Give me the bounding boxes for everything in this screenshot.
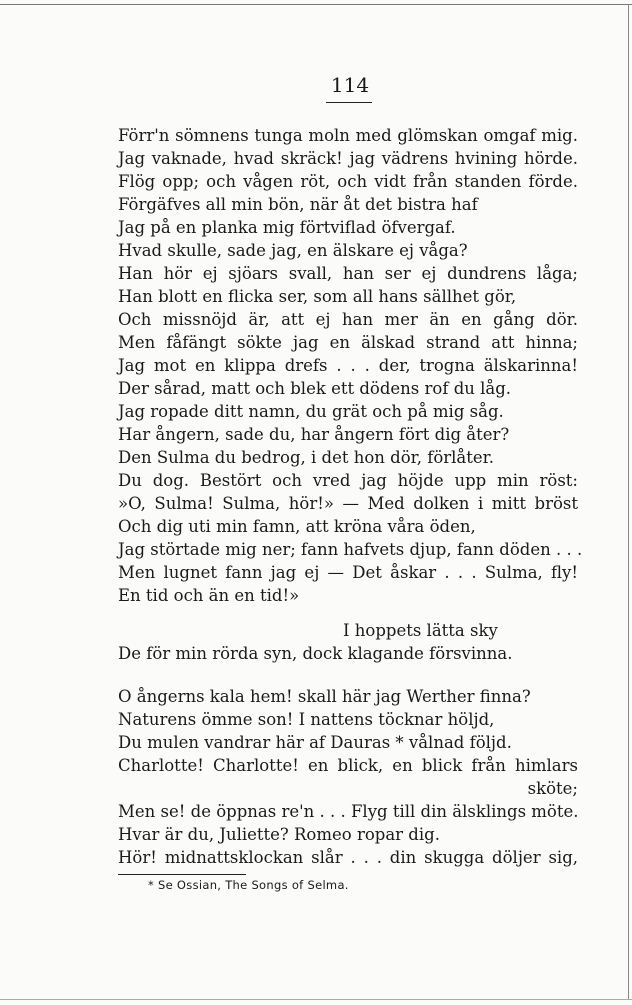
poem-line: Hvad skulle, sade jag, en älskare ej våga? <box>118 241 468 260</box>
poem-line: Och dig uti min famn, att kröna våra öden, <box>118 517 476 536</box>
poem-line: Du dog. Bestört och vred jag höjde upp min röst: <box>118 471 578 490</box>
poem-line: Han blott en flicka ser, som all hans sällhet gör, <box>118 287 517 306</box>
poem-line: »O, Sulma! Sulma, hör!» — Med dolken i mitt bröst <box>118 494 578 513</box>
poem-line: Charlotte! Charlotte! en blick, en blick från himlars <box>118 756 578 775</box>
page-top-edge <box>0 4 632 5</box>
poem-line: Och missnöjd är, att ej han mer än en gång dör. <box>118 310 578 329</box>
poem-line: De för min rörda syn, dock klagande försvinna. <box>118 644 513 663</box>
poem-line: Förr'n sömnens tunga moln med glömskan omgaf mig. <box>118 126 578 145</box>
poem-line-continuation: sköte; <box>527 779 578 798</box>
footnote: * Se Ossian, The Songs of Selma. <box>148 878 349 892</box>
poem-line: Der sårad, matt och blek ett dödens rof du låg. <box>118 379 512 398</box>
poem-line: Den Sulma du bedrog, i det hon dör, förlåter. <box>118 448 494 467</box>
poem-line: Jag på en planka mig förtviflad öfvergaf. <box>118 218 456 237</box>
poem-line: Förgäfves all min bön, när åt det bistra haf <box>118 195 478 214</box>
footnote-rule <box>118 874 246 875</box>
page-bottom-edge <box>0 999 632 1000</box>
poem-line: Flög opp; och vågen röt, och vidt från standen förde. <box>118 172 578 191</box>
page-number: 114 <box>330 73 370 97</box>
poem-line: Jag störtade mig ner; fann hafvets djup, fann döden . . . <box>118 540 583 559</box>
poem-line-indented: I hoppets lätta sky <box>343 621 498 640</box>
poem-line: Men lugnet fann jag ej — Det åskar . . . Sulma, fly! <box>118 563 578 582</box>
poem-line: Hör! midnattsklockan slår . . . din skugga döljer sig, <box>118 848 578 867</box>
poem-line: Han hör ej sjöars svall, han ser ej dundrens låga; <box>118 264 578 283</box>
poem-line: Har ångern, sade du, har ångern fört dig åter? <box>118 425 510 444</box>
poem-line: Jag vaknade, hvad skräck! jag vädrens hvining hörde. <box>118 149 578 168</box>
page-right-edge <box>628 4 629 999</box>
poem-line: Men fåfängt sökte jag en älskad strand att hinna; <box>118 333 578 352</box>
page-number-underline <box>326 102 372 103</box>
poem-line: En tid och än en tid!» <box>118 586 300 605</box>
poem-line: Jag ropade ditt namn, du grät och på mig såg. <box>118 402 504 421</box>
poem-line: Jag mot en klippa drefs . . . der, trogna älskarinna! <box>118 356 578 375</box>
poem-line: Men se! de öppnas re'n . . . Flyg till din älsklings möte. <box>118 802 579 821</box>
poem-line: Naturens ömme son! I nattens töcknar höljd, <box>118 710 495 729</box>
poem-line: O ångerns kala hem! skall här jag Werther finna? <box>118 687 531 706</box>
poem-line: Hvar är du, Juliette? Romeo ropar dig. <box>118 825 440 844</box>
poem-line: Du mulen vandrar här af Dauras * vålnad följd. <box>118 733 512 752</box>
